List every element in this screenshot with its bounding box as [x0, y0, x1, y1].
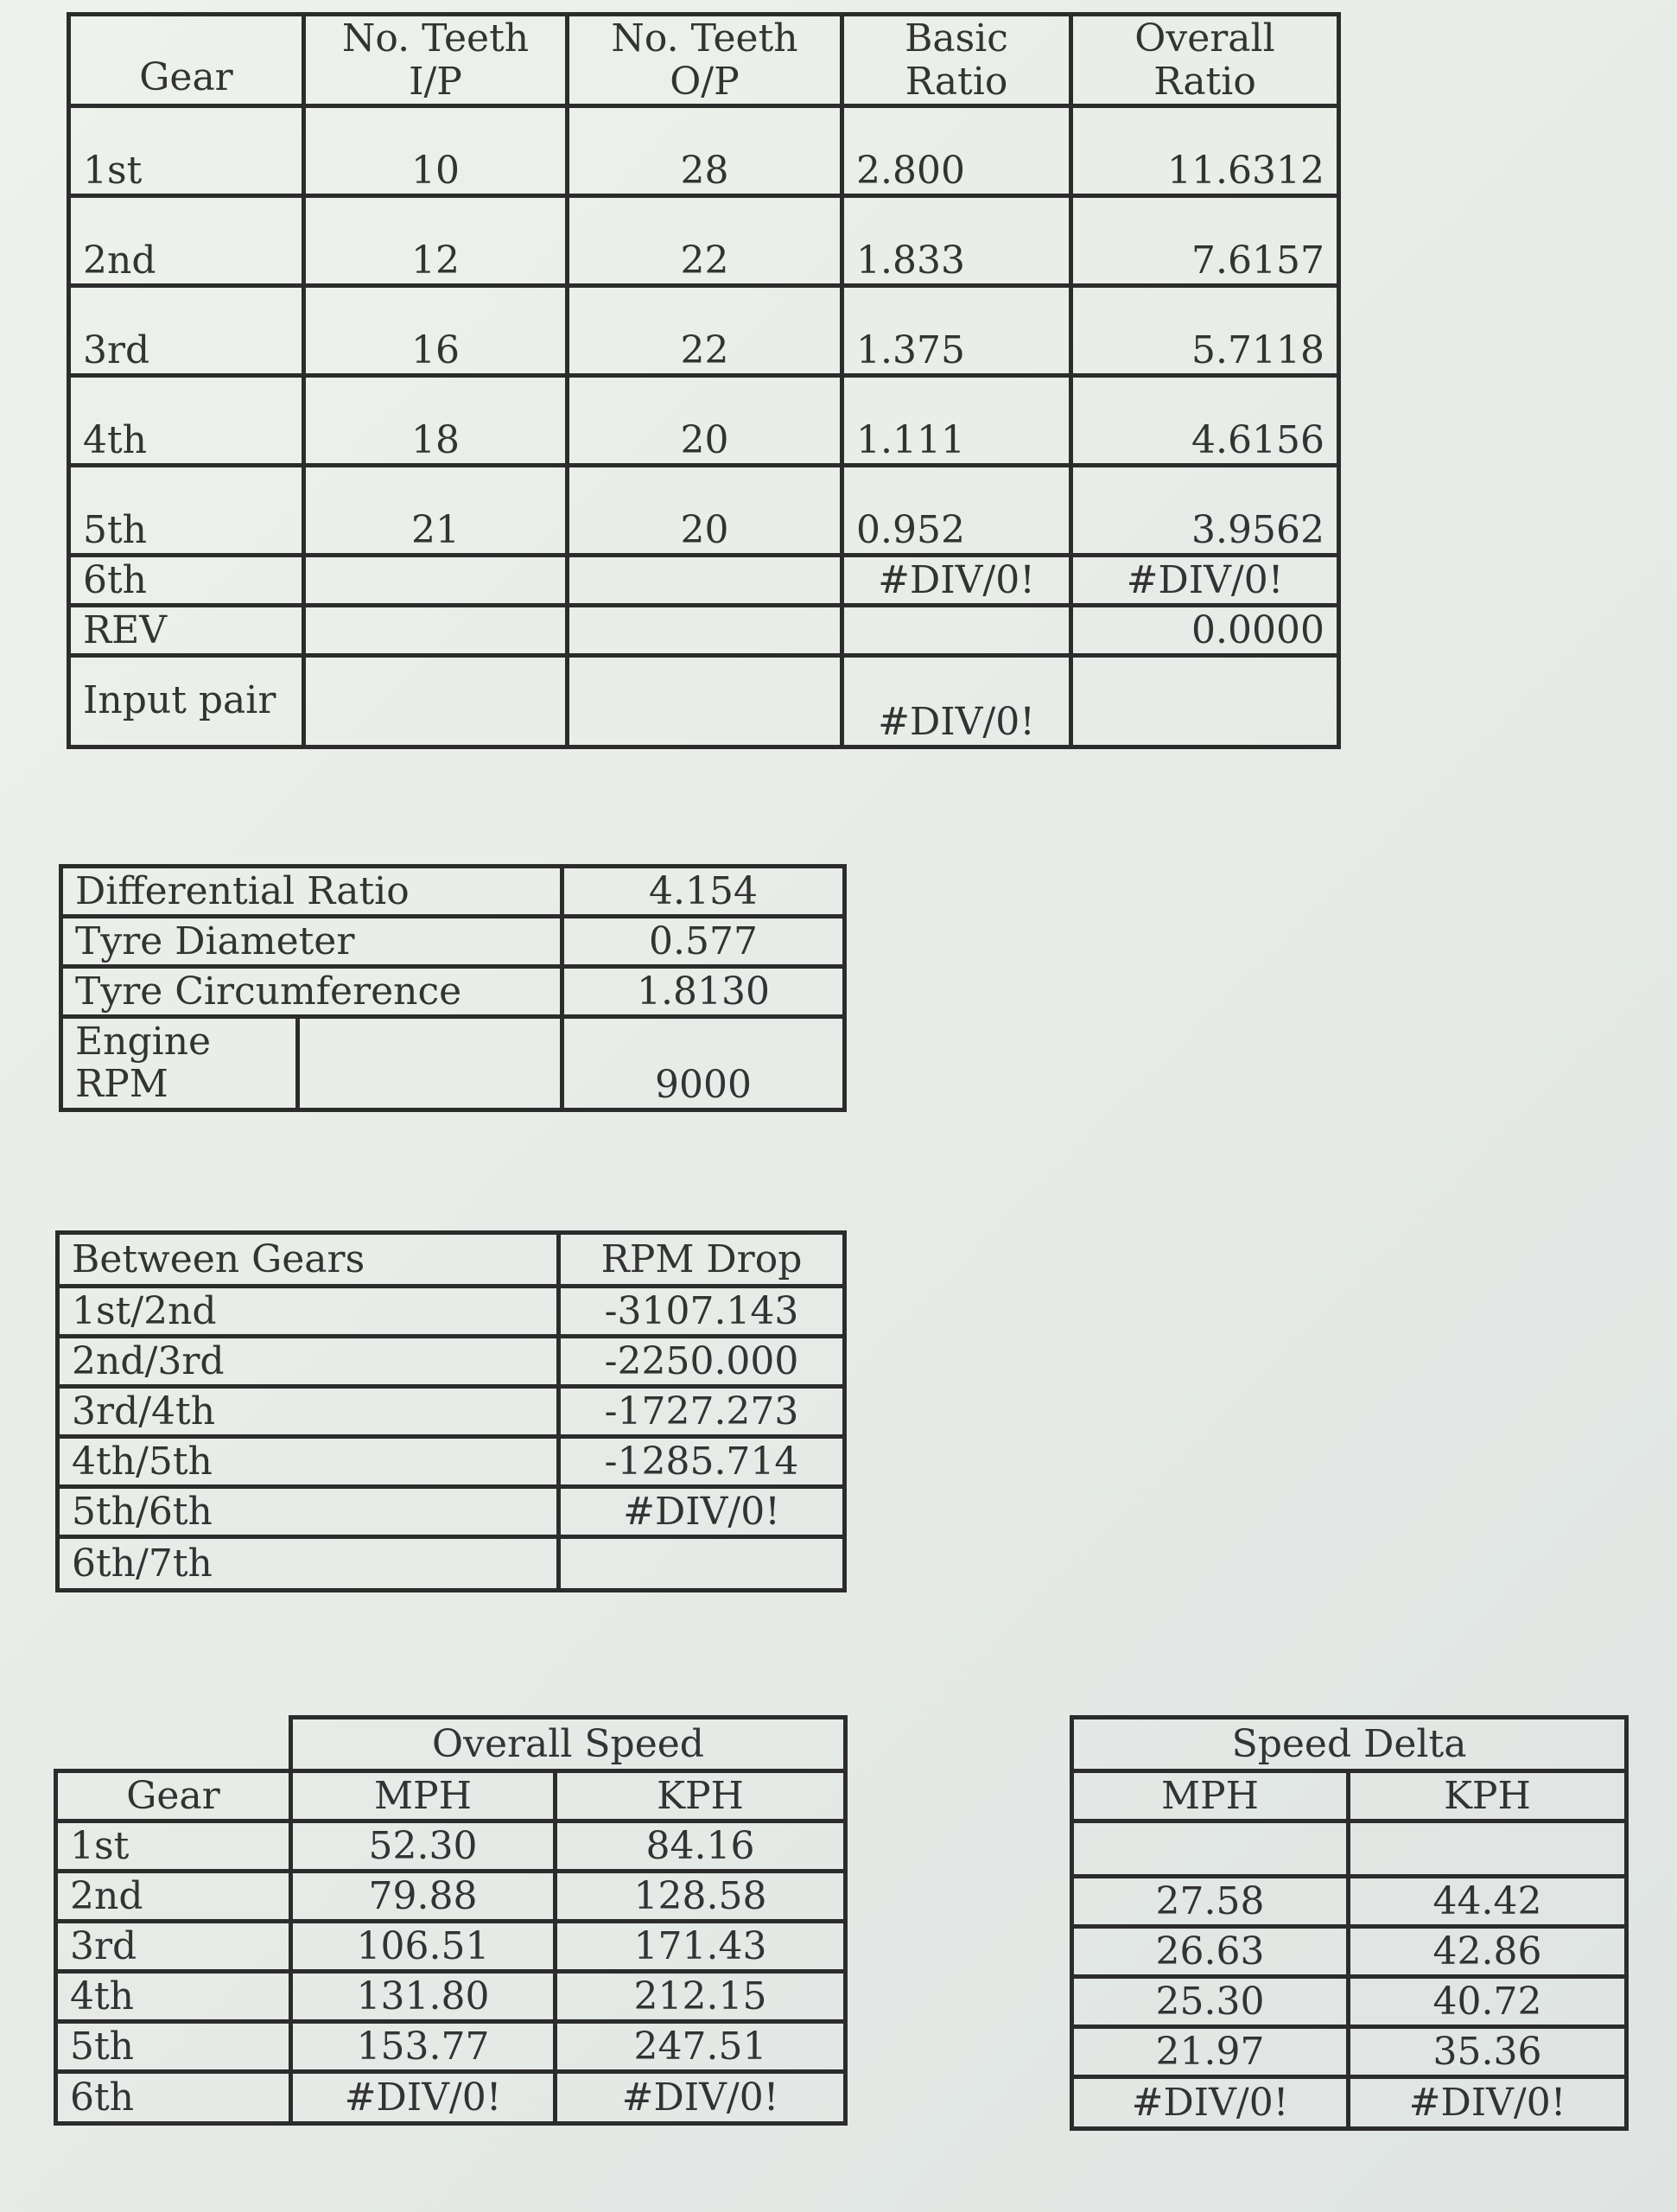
rpm-drop-cell [559, 1537, 845, 1591]
rpm-drop-table [55, 1230, 847, 1592]
table-row [1072, 2077, 1627, 2129]
mph-cell: 131.80 [291, 1972, 556, 2022]
param-value: 4.154 [562, 867, 845, 917]
gear-pair-cell: 5th/6th [58, 1487, 559, 1537]
mph-delta-cell: 26.63 [1072, 1927, 1349, 1977]
teeth-op-cell [568, 656, 842, 747]
param-value: 0.577 [562, 917, 845, 967]
teeth-ip-cell [304, 656, 568, 747]
table-row [56, 1972, 846, 2022]
overall-speed-table [54, 1715, 848, 2126]
rpm-drop-cell: -1285.714 [559, 1437, 845, 1487]
gear-cell: 1st [69, 106, 304, 196]
rpm-drop-cell: -3107.143 [559, 1287, 845, 1337]
table-row [61, 917, 845, 967]
table-row [1072, 1821, 1627, 1877]
header-kph: KPH [1349, 1771, 1627, 1821]
kph-delta-cell: 40.72 [1349, 1977, 1627, 2027]
table-row [69, 286, 1339, 376]
table-row [69, 606, 1339, 656]
kph-delta-cell [1349, 1821, 1627, 1877]
kph-delta-cell: #DIV/0! [1349, 2077, 1627, 2129]
gear-cell: 2nd [69, 196, 304, 286]
kph-cell: 84.16 [556, 1821, 846, 1872]
teeth-ip-cell: 12 [304, 196, 568, 286]
table-row [1072, 1877, 1627, 1927]
overall-ratio-cell: #DIV/0! [1071, 556, 1339, 606]
basic-ratio-cell: 1.111 [842, 376, 1071, 466]
gear-pair-cell: 1st/2nd [58, 1287, 559, 1337]
kph-delta-cell: 35.36 [1349, 2027, 1627, 2077]
teeth-ip-cell: 21 [304, 466, 568, 556]
mph-delta-cell [1072, 1821, 1349, 1877]
header-between-gears: Between Gears [58, 1233, 559, 1287]
header-overall-ratio: Overall Ratio [1071, 15, 1339, 106]
basic-ratio-cell: #DIV/0! [842, 656, 1071, 747]
overall-ratio-cell: 3.9562 [1071, 466, 1339, 556]
mph-delta-cell: 25.30 [1072, 1977, 1349, 2027]
kph-cell: 128.58 [556, 1872, 846, 1922]
overall-ratio-cell: 11.6312 [1071, 106, 1339, 196]
mph-delta-cell: 21.97 [1072, 2027, 1349, 2077]
header-gear: Gear [69, 15, 304, 106]
overall-ratio-cell: 7.6157 [1071, 196, 1339, 286]
overall-ratio-cell: 4.6156 [1071, 376, 1339, 466]
overall-ratio-cell: 5.7118 [1071, 286, 1339, 376]
teeth-ip-cell: 18 [304, 376, 568, 466]
header-gear: Gear [56, 1771, 291, 1821]
gear-cell: 1st [56, 1821, 291, 1872]
rpm-drop-cell: -2250.000 [559, 1337, 845, 1387]
parameters-table [59, 864, 847, 1112]
teeth-ip-cell [304, 556, 568, 606]
speed-delta-table [1070, 1715, 1629, 2131]
param-label: Engine RPM [61, 1017, 298, 1110]
overall-ratio-cell [1071, 656, 1339, 747]
gear-pair-cell: 4th/5th [58, 1437, 559, 1487]
table-row [58, 1287, 845, 1337]
gear-cell: 5th [56, 2022, 291, 2072]
kph-cell: 171.43 [556, 1922, 846, 1972]
kph-cell: 247.51 [556, 2022, 846, 2072]
table-row [69, 196, 1339, 286]
table-row [56, 2072, 846, 2124]
header-kph: KPH [556, 1771, 846, 1821]
gear-pair-cell: 2nd/3rd [58, 1337, 559, 1387]
table-row [69, 466, 1339, 556]
basic-ratio-cell [842, 606, 1071, 656]
table-row [61, 867, 845, 917]
mph-delta-cell: 27.58 [1072, 1877, 1349, 1927]
table-row [56, 1821, 846, 1872]
gear-cell: 4th [69, 376, 304, 466]
table-row [69, 376, 1339, 466]
table-row [69, 556, 1339, 606]
basic-ratio-cell: #DIV/0! [842, 556, 1071, 606]
speed-delta-title: Speed Delta [1072, 1718, 1627, 1771]
gear-pair-cell: 6th/7th [58, 1537, 559, 1591]
table-row [69, 656, 1339, 747]
teeth-op-cell: 20 [568, 466, 842, 556]
param-label: Tyre Circumference [61, 967, 562, 1017]
basic-ratio-cell: 2.800 [842, 106, 1071, 196]
kph-delta-cell: 44.42 [1349, 1877, 1627, 1927]
param-value: 9000 [562, 1017, 845, 1110]
kph-cell: 212.15 [556, 1972, 846, 2022]
teeth-op-cell: 28 [568, 106, 842, 196]
gear-ratio-table [67, 12, 1341, 749]
table-row [56, 1922, 846, 1972]
header-basic-ratio: Basic Ratio [842, 15, 1071, 106]
basic-ratio-cell: 1.375 [842, 286, 1071, 376]
overall-ratio-cell: 0.0000 [1071, 606, 1339, 656]
header-mph: MPH [291, 1771, 556, 1821]
gear-cell: 6th [69, 556, 304, 606]
teeth-ip-cell [304, 606, 568, 656]
gear-cell: 4th [56, 1972, 291, 2022]
kph-delta-cell: 42.86 [1349, 1927, 1627, 1977]
mph-cell: 52.30 [291, 1821, 556, 1872]
overall-speed-title: Overall Speed [291, 1718, 846, 1771]
table-row [56, 1872, 846, 1922]
gear-cell: REV [69, 606, 304, 656]
table-row [58, 1437, 845, 1487]
param-label: Tyre Diameter [61, 917, 562, 967]
table-row [56, 2022, 846, 2072]
teeth-op-cell: 20 [568, 376, 842, 466]
gear-cell: 6th [56, 2072, 291, 2124]
mph-cell: 79.88 [291, 1872, 556, 1922]
table-row [69, 106, 1339, 196]
param-label: Differential Ratio [61, 867, 562, 917]
table-row [58, 1337, 845, 1387]
table-row [61, 1017, 845, 1110]
gear-cell: 2nd [56, 1872, 291, 1922]
header-rpm-drop: RPM Drop [559, 1233, 845, 1287]
mph-delta-cell: #DIV/0! [1072, 2077, 1349, 2129]
gear-cell: 5th [69, 466, 304, 556]
table-row [58, 1387, 845, 1437]
teeth-op-cell: 22 [568, 286, 842, 376]
table-row [1072, 2027, 1627, 2077]
teeth-ip-cell: 16 [304, 286, 568, 376]
gear-cell: Input pair [69, 656, 304, 747]
param-value: 1.8130 [562, 967, 845, 1017]
kph-cell: #DIV/0! [556, 2072, 846, 2124]
mph-cell: 106.51 [291, 1922, 556, 1972]
basic-ratio-cell: 1.833 [842, 196, 1071, 286]
teeth-op-cell [568, 556, 842, 606]
table-row [58, 1487, 845, 1537]
table-row [58, 1537, 845, 1591]
table-row [1072, 1927, 1627, 1977]
teeth-op-cell: 22 [568, 196, 842, 286]
mph-cell: #DIV/0! [291, 2072, 556, 2124]
gear-cell: 3rd [56, 1922, 291, 1972]
mph-cell: 153.77 [291, 2022, 556, 2072]
table-row [1072, 1977, 1627, 2027]
gear-cell: 3rd [69, 286, 304, 376]
header-mph: MPH [1072, 1771, 1349, 1821]
header-teeth-ip: No. Teeth I/P [304, 15, 568, 106]
basic-ratio-cell: 0.952 [842, 466, 1071, 556]
rpm-drop-cell: #DIV/0! [559, 1487, 845, 1537]
gear-pair-cell: 3rd/4th [58, 1387, 559, 1437]
teeth-ip-cell: 10 [304, 106, 568, 196]
table-row [61, 967, 845, 1017]
teeth-op-cell [568, 606, 842, 656]
rpm-drop-cell: -1727.273 [559, 1387, 845, 1437]
header-teeth-op: No. Teeth O/P [568, 15, 842, 106]
